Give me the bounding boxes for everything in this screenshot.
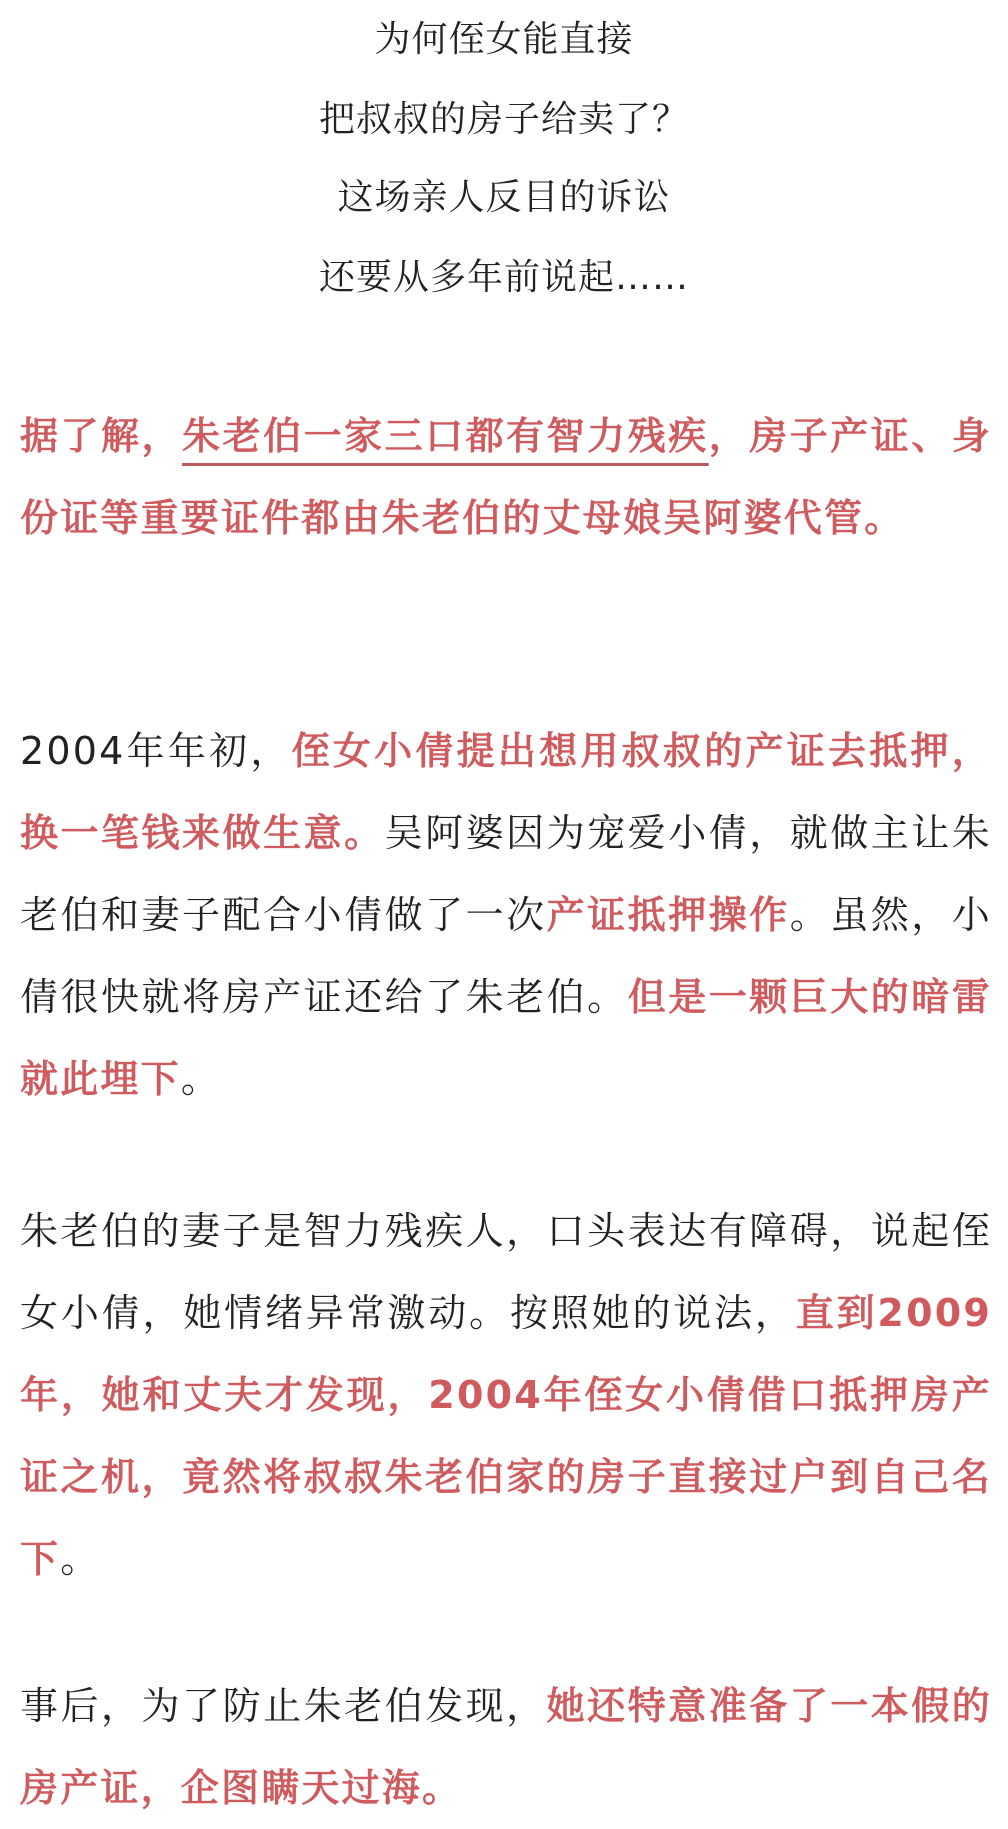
highlight-text: ，房子产证、身份证等重要证件都由朱老伯的丈母娘吴阿婆代管。	[20, 414, 992, 540]
intro-line-4: 还要从多年前说起……	[318, 257, 689, 298]
intro-line-3: 这场亲人反目的诉讼	[337, 177, 671, 218]
body-text: 朱老伯的妻子是智力残疾人，口头表达有障碍，说起侄女小倩，她情绪异常激动。按照她的说法，	[20, 1209, 992, 1335]
paragraph-3	[20, 1190, 992, 1600]
body-text: 。虽然，小倩很快就将房产证还给了朱老伯。	[20, 893, 992, 1019]
highlight-text: 据了解，	[20, 414, 183, 458]
intro-line-1: 为何侄女能直接	[374, 19, 634, 60]
highlight-text: 但是一颗巨大的暗雷就此埋下	[20, 975, 992, 1101]
body-text: 。	[180, 1057, 222, 1101]
paragraph-4	[20, 1665, 992, 1829]
highlight-text: 侄女小倩提出想用叔叔的产证去抵押，换一笔钱来做生意。	[20, 729, 993, 855]
body-text: 2004年年初，	[20, 729, 292, 773]
highlight-text: 产证抵押操作	[546, 893, 790, 937]
highlight-text: 她还特意准备了一本假的房产证，企图瞒天过海。	[20, 1684, 992, 1810]
paragraph-1	[20, 395, 992, 559]
body-text: 。	[60, 1537, 101, 1581]
body-text: 吴阿婆因为宠爱小倩，就做主让朱老伯和妻子配合小倩做了一次	[20, 811, 992, 937]
highlight-text: 直到2009年，她和丈夫才发现，2004年侄女小倩借口抵押房产证之机，竟然将叔叔朱老伯家的房子直接过户到自己名下	[20, 1291, 992, 1581]
intro-line-2: 把叔叔的房子给卖了？	[318, 99, 689, 140]
paragraph-2	[20, 710, 992, 1120]
body-text: 事后，为了防止朱老伯发现，	[20, 1684, 547, 1728]
underlined-highlight-text: 朱老伯一家三口都有智力残疾	[182, 414, 709, 458]
